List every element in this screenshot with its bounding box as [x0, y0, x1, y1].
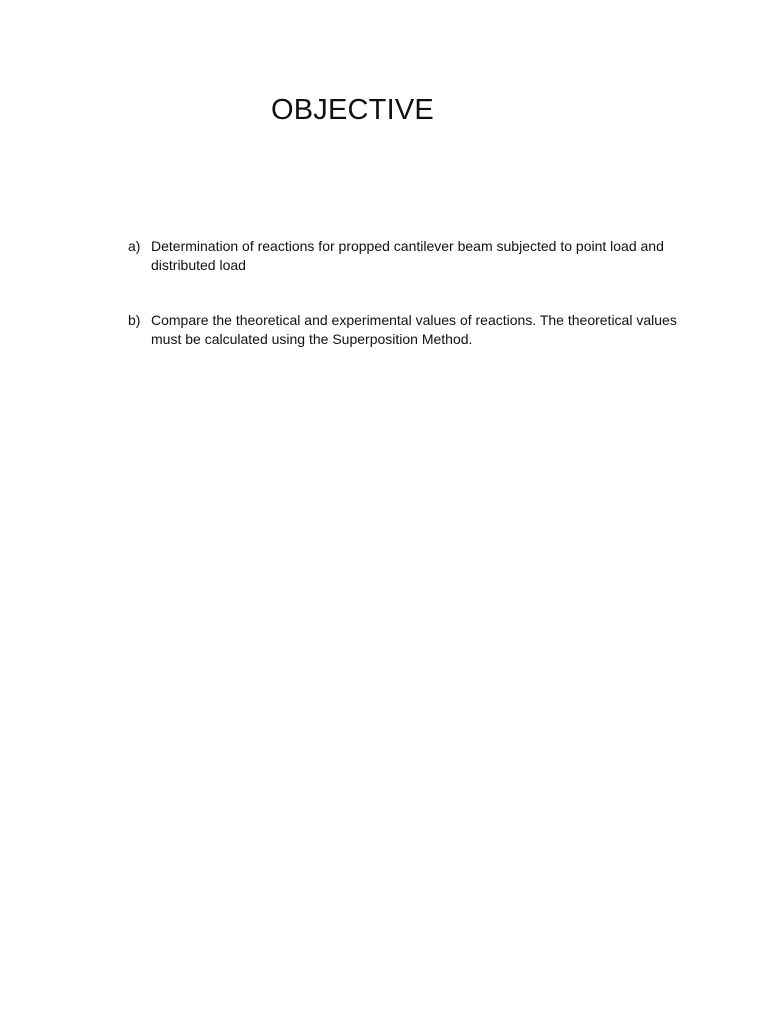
list-marker-b: b) — [128, 312, 141, 328]
objective-item-a — [128, 237, 688, 274]
objective-item-b — [128, 311, 688, 348]
page-title: OBJECTIVE — [271, 94, 434, 126]
objective-text-b: Compare the theoretical and experimental values of reactions. The theoretical values must be calculated using the Superposition Method. — [151, 312, 677, 347]
list-marker-a: a) — [128, 238, 141, 254]
objective-text-a: Determination of reactions for propped cantilever beam subjected to point load and distributed load — [151, 238, 664, 273]
objective-list — [128, 237, 688, 348]
